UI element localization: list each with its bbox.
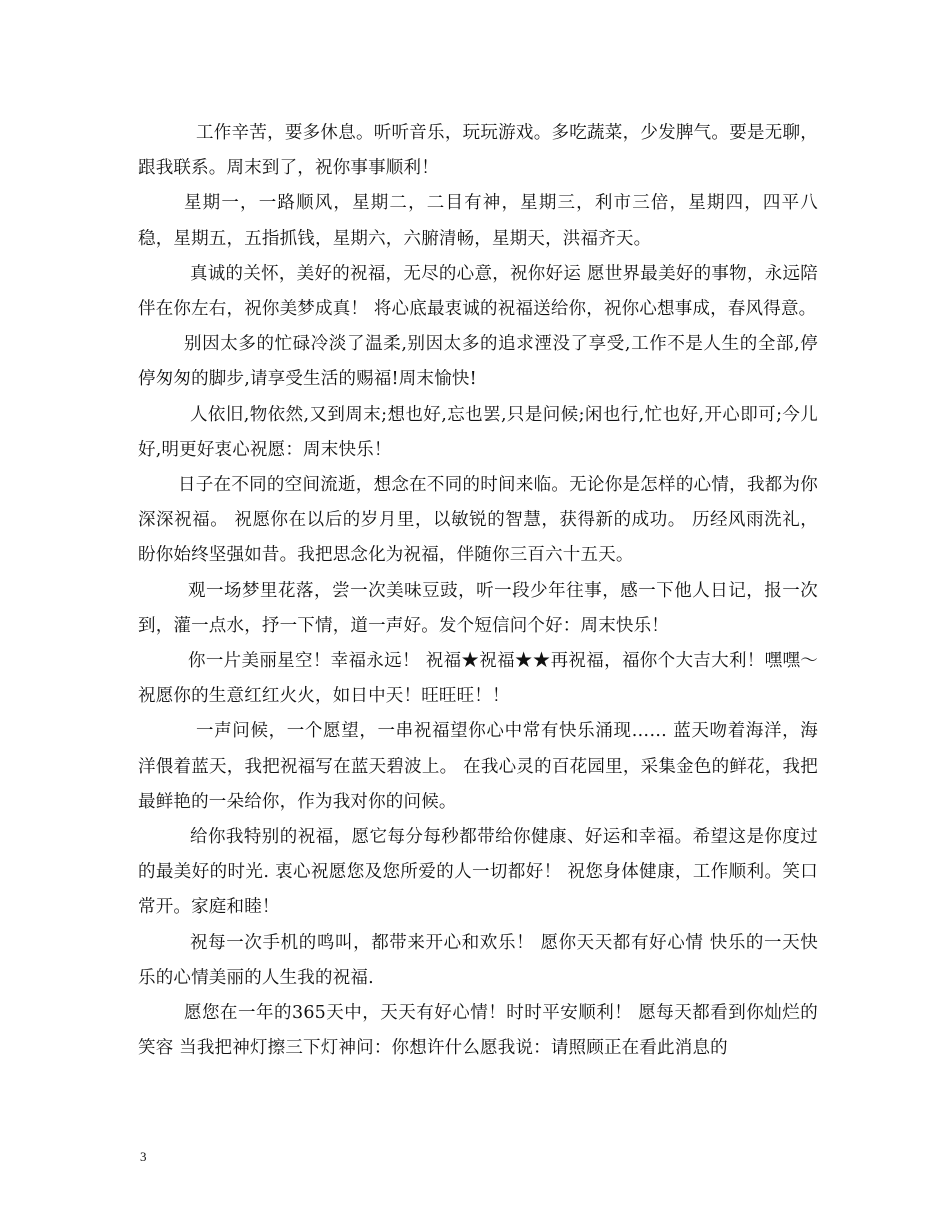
paragraph: 别因太多的忙碌冷淡了温柔,别因太多的追求湮没了享受,工作不是人生的全部,停停匆匆的脚步,请享受生活的赐福!周末愉快! <box>138 334 818 390</box>
paragraph: 星期一，一路顺风，星期二，二目有神，星期三，利市三倍，星期四，四平八稳，星期五，五指抓钱，星期六，六腑清畅，星期天，洪福齐天。 <box>138 193 818 249</box>
page-number: 3 <box>140 1149 147 1164</box>
document-body <box>138 116 818 1066</box>
paragraph: 一声问候，一个愿望，一串祝福望你心中常有快乐涌现…… 蓝天吻着海洋，海洋偎着蓝天，我把祝福写在蓝天碧波上。 在我心灵的百花园里，采集金色的鲜花，我把最鲜艳的一朵给你，作为我对你的问候。 <box>138 721 818 812</box>
paragraph: 你一片美丽星空！幸福永远！ 祝福★祝福★★再祝福，福你个大吉大利！嘿嘿～ 祝愿你的生意红红火火，如日中天！旺旺旺！！ <box>138 651 818 707</box>
paragraph: 给你我特别的祝福，愿它每分每秒都带给你健康、好运和幸福。希望这是你度过的最美好的时光. 衷心祝愿您及您所爱的人一切都好！ 祝您身体健康，工作顺利。笑口常开。家庭和睦！ <box>138 827 818 918</box>
paragraph: 日子在不同的空间流逝，想念在不同的时间来临。无论你是怎样的心情，我都为你深深祝福。 祝愿你在以后的岁月里，以敏锐的智慧，获得新的成功。 历经风雨洗礼，盼你始终坚强如昔。我把思念化为祝福，伴随你三百六十五天。 <box>138 475 818 566</box>
paragraph: 祝每一次手机的鸣叫，都带来开心和欢乐！ 愿你天天都有好心情 快乐的一天快乐的心情美丽的人生我的祝福. <box>138 932 818 988</box>
paragraph: 观一场梦里花落，尝一次美味豆豉，听一段少年往事，感一下他人日记，报一次到，灌一点水，抒一下情，道一声好。发个短信问个好：周末快乐！ <box>138 580 818 636</box>
paragraph: 人依旧,物依然,又到周末;想也好,忘也罢,只是问候;闲也行,忙也好,开心即可;今儿好,明更好衷心祝愿：周末快乐！ <box>138 404 818 460</box>
paragraph: 工作辛苦，要多休息。听听音乐，玩玩游戏。多吃蔬菜，少发脾气。要是无聊，跟我联系。周末到了，祝你事事顺利！ <box>138 123 818 179</box>
paragraph: 愿您在一年的365天中，天天有好心情！时时平安顺利！ 愿每天都看到你灿烂的笑容 当我把神灯擦三下灯神问：你想许什么愿我说：请照顾正在看此消息的 <box>138 1003 818 1059</box>
paragraph: 真诚的关怀，美好的祝福，无尽的心意，祝你好运 愿世界最美好的事物，永远陪伴在你左右，祝你美梦成真！ 将心底最衷诚的祝福送给你，祝你心想事成，春风得意。 <box>138 263 818 320</box>
